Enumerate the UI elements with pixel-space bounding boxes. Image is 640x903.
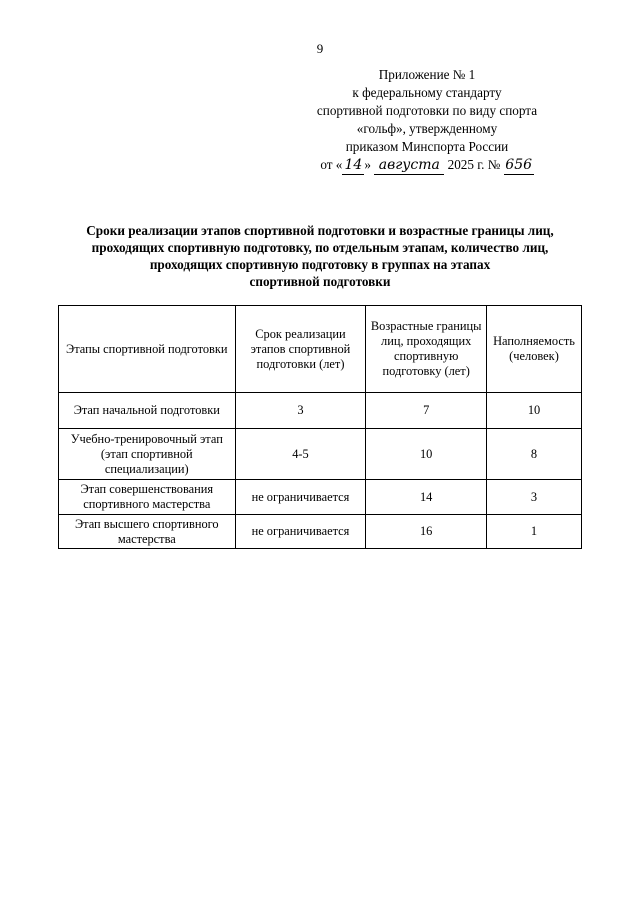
title-line: проходящих спортивную подготовку в группах на этапах xyxy=(149,257,491,272)
order-date-line xyxy=(282,156,572,175)
column-header-duration: Срок реализации этапов спортивной подготовки (лет) xyxy=(235,306,366,393)
title-line: Сроки реализации этапов спортивной подготовки и возрастные границы лиц, xyxy=(86,223,554,238)
date-prefix: от « xyxy=(320,157,343,172)
group-size-cell: 8 xyxy=(487,429,582,480)
appendix-line: «гольф», утвержденному xyxy=(356,121,498,136)
column-header-age-limits: Возрастные границы лиц, проходящих спортивную подготовку (лет) xyxy=(366,306,487,393)
stage-cell: Этап совершенствования спортивного мастерства xyxy=(59,480,236,515)
handwritten-order-number: 656 xyxy=(505,157,533,173)
table-header-row xyxy=(59,306,582,393)
duration-cell: 4-5 xyxy=(235,429,366,480)
page-number: 9 xyxy=(316,41,324,56)
column-header-stages: Этапы спортивной подготовки xyxy=(59,306,236,393)
group-size-cell: 10 xyxy=(487,393,582,429)
age-cell: 7 xyxy=(366,393,487,429)
handwritten-month: августа xyxy=(374,156,444,175)
duration-cell: не ограничивается xyxy=(235,515,366,549)
table-row xyxy=(59,515,582,549)
group-size-cell: 1 xyxy=(487,515,582,549)
table-row xyxy=(59,429,582,480)
stage-cell: Этап высшего спортивного мастерства xyxy=(59,515,236,549)
age-cell: 10 xyxy=(366,429,487,480)
duration-cell: 3 xyxy=(235,393,366,429)
appendix-header xyxy=(282,66,572,175)
date-day-suffix: » xyxy=(364,157,371,172)
title-line: спортивной подготовки xyxy=(249,274,391,289)
appendix-line: к федеральному стандарту xyxy=(352,85,502,100)
table-row xyxy=(59,480,582,515)
document-title xyxy=(40,222,600,290)
stage-cell: Учебно-тренировочный этап (этап спортивной специализации) xyxy=(59,429,236,480)
table-row xyxy=(59,393,582,429)
stages-table xyxy=(58,305,582,549)
date-year: 2025 г. № xyxy=(447,157,501,172)
appendix-line: приказом Минспорта России xyxy=(345,139,509,154)
appendix-line: Приложение № 1 xyxy=(378,67,476,82)
handwritten-day: 14 xyxy=(342,156,364,175)
stage-cell: Этап начальной подготовки xyxy=(59,393,236,429)
title-line: проходящих спортивную подготовку, по отдельным этапам, количество лиц, xyxy=(91,240,549,255)
duration-cell: не ограничивается xyxy=(235,480,366,515)
column-header-group-size: Наполняемость (человек) xyxy=(487,306,582,393)
age-cell: 16 xyxy=(366,515,487,549)
appendix-line: спортивной подготовки по виду спорта xyxy=(316,103,538,118)
age-cell: 14 xyxy=(366,480,487,515)
group-size-cell: 3 xyxy=(487,480,582,515)
